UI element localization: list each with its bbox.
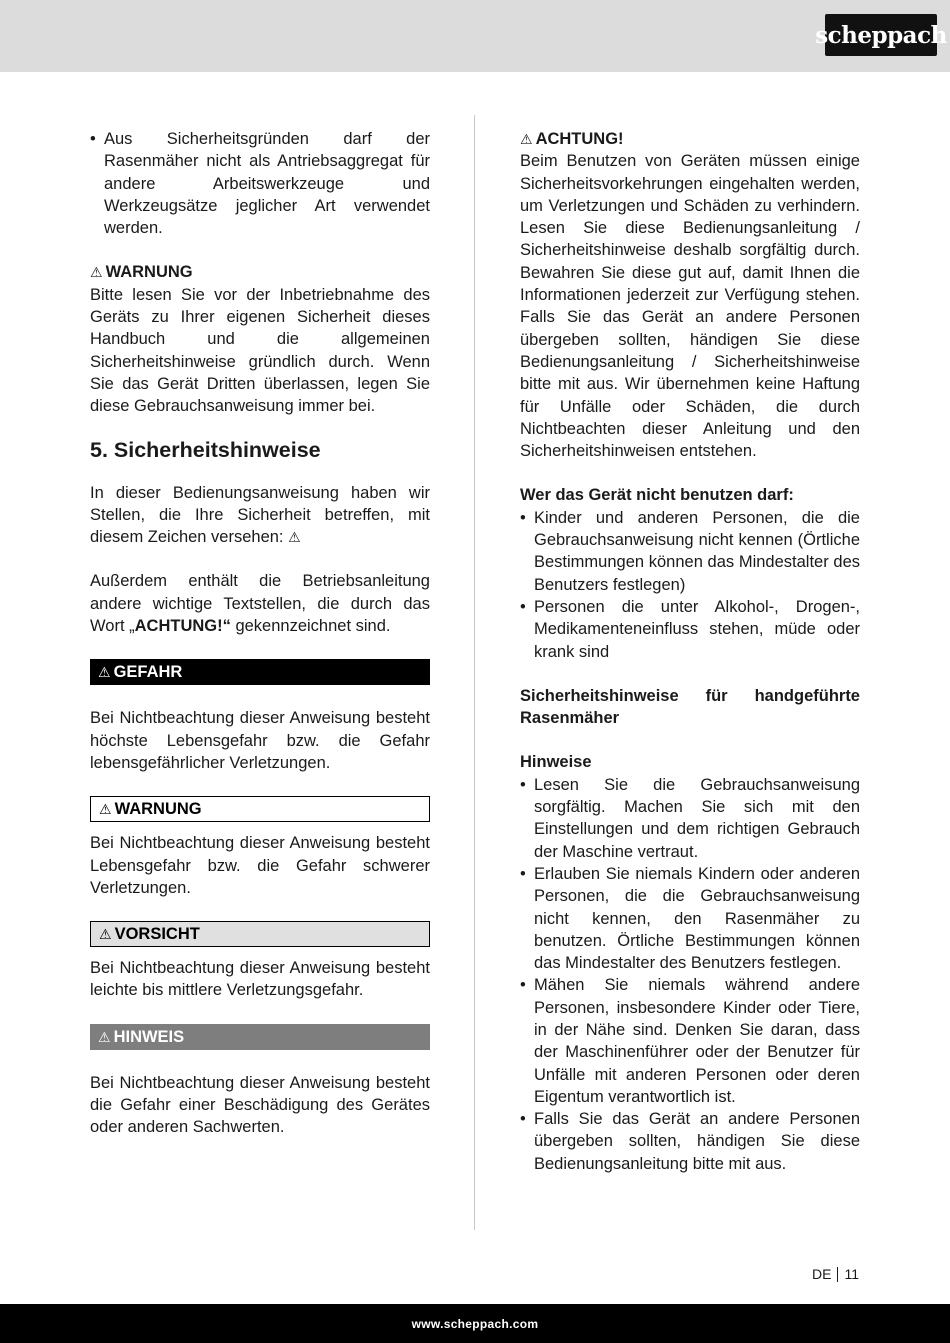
column-divider xyxy=(474,115,475,1230)
warnung-label: ⚠ WARNUNG xyxy=(90,796,430,822)
warning-triangle-icon: ⚠ xyxy=(98,1028,111,1045)
warning-triangle-icon: ⚠ xyxy=(99,925,112,942)
warnung-text: Bitte lesen Sie vor der Inbetriebnahme des Geräts zu Ihrer eigenen Sicherheit dieses Handbuch und die allgemeinen Sicherheitshinweise gründlich durch. Wenn Sie das Gerät Dritten überlassen, legen Sie diese Gebrauchsanweisung immer bei. xyxy=(90,285,430,416)
who-list xyxy=(520,507,860,663)
warnung-heading: ⚠ WARNUNG xyxy=(90,261,430,283)
vorsicht-label: ⚠ VORSICHT xyxy=(90,921,430,947)
list-item: • Kinder und anderen Personen, die die Gebrauchsanweisung nicht kennen (Örtliche Bestimmungen können das Mindestalter des Benutzers festlegen) xyxy=(520,507,860,596)
page-number xyxy=(812,1265,859,1283)
vorsicht-text: Bei Nichtbeachtung dieser Anweisung besteht leichte bis mittlere Verletzungsgefahr. xyxy=(90,959,430,1000)
hinweis-text: Bei Nichtbeachtung dieser Anweisung besteht die Gefahr einer Beschädigung des Gerätes oder anderen Sachwerten. xyxy=(90,1073,430,1137)
achtung-paragraph: Außerdem enthält die Betriebsanleitung andere wichtige Textstellen, die durch das Wort „ACHTUNG!“ gekennzeichnet sind. xyxy=(90,572,430,636)
list-item: • Mähen Sie niemals während andere Personen, insbesondere Kinder oder Tiere, in der Nähe sind. Denken Sie daran, dass der Maschinenführer oder der Benutzer für Unfälle mit anderen Personen oder deren Eigentum verantwortlich ist. xyxy=(520,974,860,1108)
achtung-text: Beim Benutzen von Geräten müssen einige Sicherheitsvorkehrungen eingehalten werden, um Verletzungen und Schäden zu verhindern. Lesen Sie diese Bedienungsanleitung / Sicherheitshinweise deshalb sorgfältig durch. Bewahren Sie diese gut auf, damit Ihnen die Informationen jederzeit zur Verfügung stehen. Falls Sie das Gerät an andere Personen übergeben sollten, händigen Sie diese Bedienungsanleitung / Sicherheitshinweise bitte mit aus. Wir übernehmen keine Haftung für Unfälle oder Schäden, die durch Nichtbeachten dieser Anleitung und den Sicherheitshinweisen entstehen. xyxy=(520,152,860,461)
hinweis-label: ⚠ HINWEIS xyxy=(90,1024,430,1050)
who-heading: Wer das Gerät nicht benutzen darf: xyxy=(520,486,794,505)
warning-triangle-icon: ⚠ xyxy=(90,264,103,281)
achtung-heading: ⚠ ACHTUNG! xyxy=(520,128,860,150)
hinweise-list xyxy=(520,774,860,1175)
gefahr-label: ⚠ GEFAHR xyxy=(90,659,430,685)
warning-triangle-icon: ⚠ xyxy=(520,131,533,147)
warning-triangle-icon: ⚠ xyxy=(288,529,301,546)
language-code: DE xyxy=(812,1266,832,1282)
list-item: • Aus Sicherheitsgründen darf der Rasenmäher nicht als Antriebsaggregat für andere Arbeitswerkzeuge und Werkzeugsätze jeglicher Art verwendet werden. xyxy=(90,128,430,239)
list-item: • Personen die unter Alkohol-, Drogen-, Medikamenteneinfluss stehen, müde oder krank sind xyxy=(520,596,860,663)
footer-band xyxy=(0,1304,950,1343)
brand-logo: scheppach xyxy=(825,14,937,56)
list-item: • Lesen Sie die Gebrauchsanweisung sorgfältig. Machen Sie sich mit den Einstellungen und dem richtigen Gebrauch der Maschine vertraut. xyxy=(520,774,860,863)
website-link[interactable]: www.scheppach.com xyxy=(411,1316,539,1331)
gefahr-text: Bei Nichtbeachtung dieser Anweisung besteht höchste Lebensgefahr bzw. die Gefahr lebensgefährlicher Verletzungen. xyxy=(90,709,430,772)
intro-paragraph: In dieser Bedienungsanweisung haben wir Stellen, die Ihre Sicherheit betreffen, mit diesem Zeichen versehen: ⚠ xyxy=(90,482,430,549)
section-heading: 5. Sicherheitshinweise xyxy=(90,437,321,462)
intro-list xyxy=(90,128,430,239)
hinweise-heading: Hinweise xyxy=(520,753,592,772)
list-item: • Erlauben Sie niemals Kindern oder anderen Personen, die die Gebrauchsanweisung nicht kennen, den Rasenmäher zu benutzen. Örtliche Bestimmungen können das Mindestalter des Benutzers festlegen. xyxy=(520,863,860,974)
warning-triangle-icon: ⚠ xyxy=(98,664,111,681)
page-number-value: 11 xyxy=(844,1266,859,1282)
list-item: • Falls Sie das Gerät an andere Personen übergeben sollten, händigen Sie diese Bedienungsanleitung bitte mit aus. xyxy=(520,1108,860,1175)
warnung-level-text: Bei Nichtbeachtung dieser Anweisung besteht Lebensgefahr bzw. die Gefahr schwerer Verletzungen. xyxy=(90,834,430,897)
left-column xyxy=(90,128,430,1139)
header-band xyxy=(0,0,950,72)
right-column xyxy=(520,128,860,1175)
handheld-heading: Sicherheitshinweise für handgeführte Rasenmäher xyxy=(520,686,860,728)
warning-triangle-icon: ⚠ xyxy=(99,801,112,818)
page-separator xyxy=(837,1267,838,1282)
